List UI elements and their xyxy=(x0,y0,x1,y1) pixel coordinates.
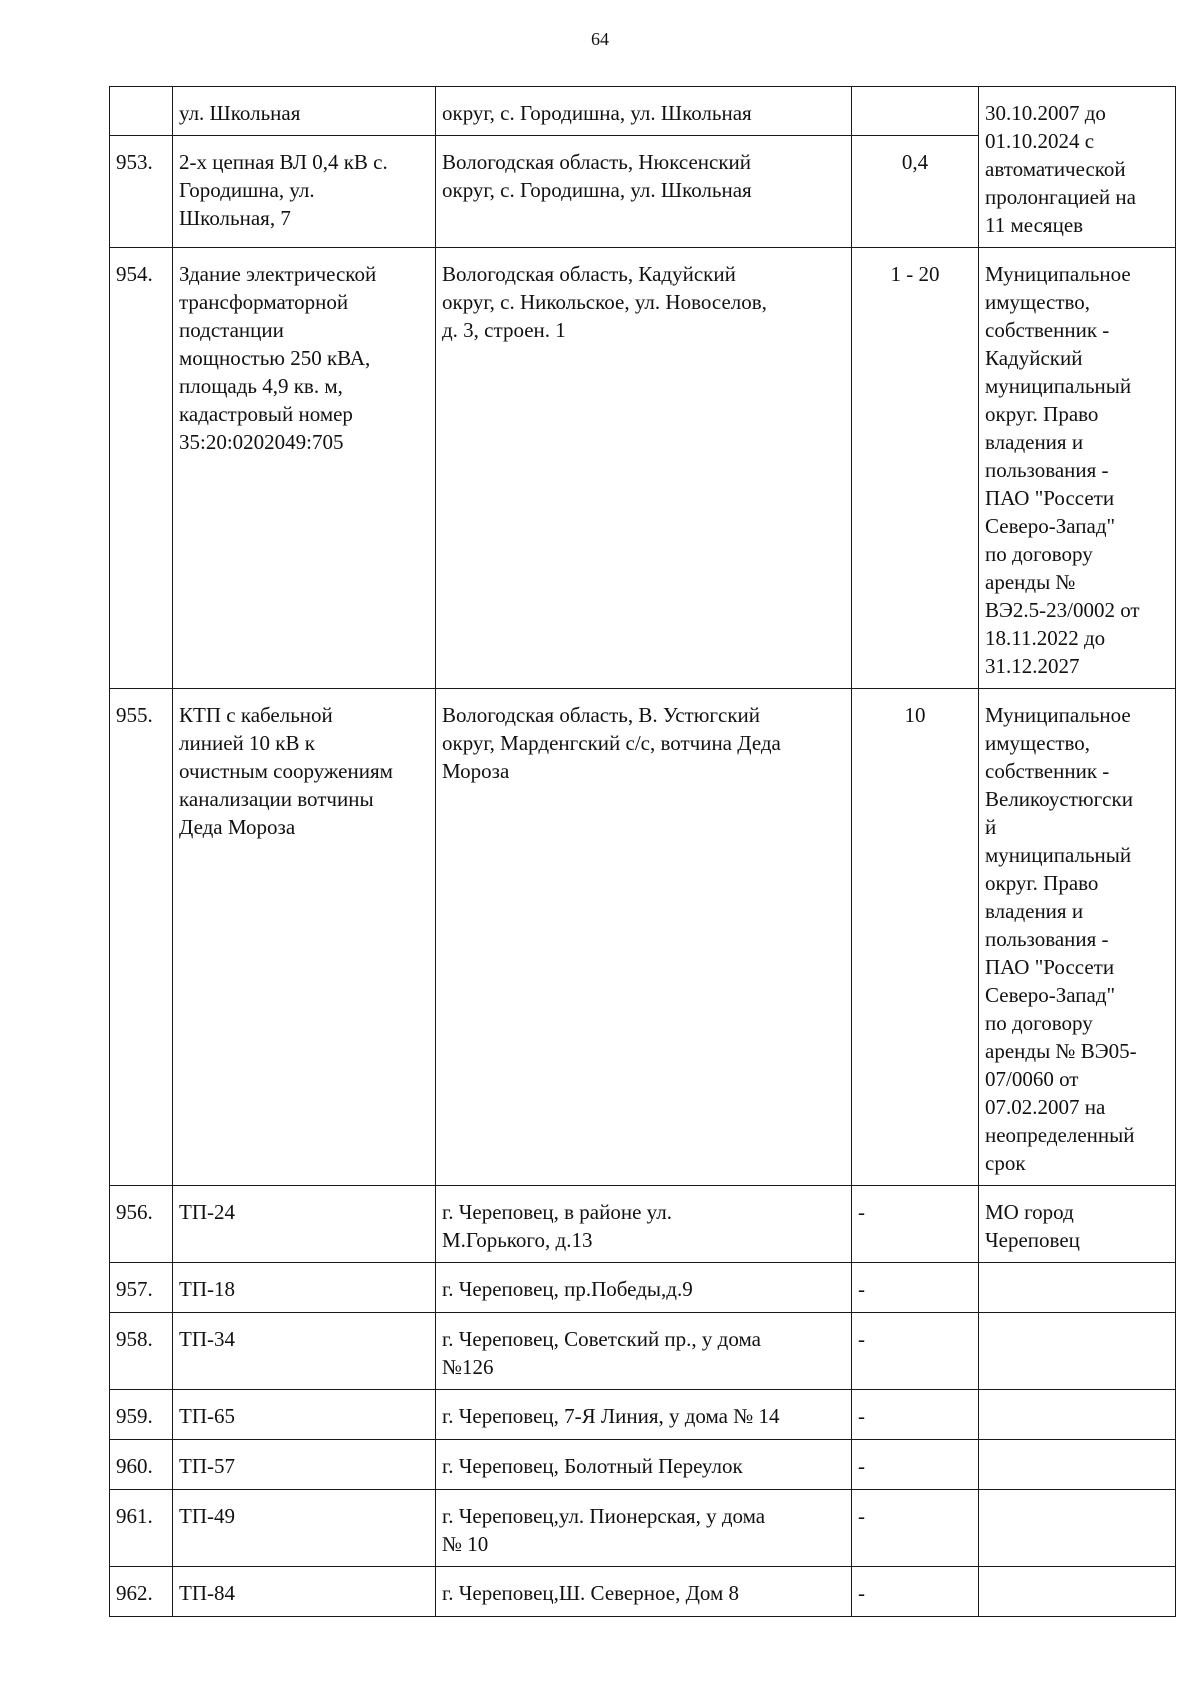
object-voltage: - xyxy=(852,1490,979,1567)
object-name: ТП-49 xyxy=(173,1490,436,1567)
object-voltage: 0,4 xyxy=(852,136,979,248)
table-row xyxy=(110,1186,1176,1263)
objects-table xyxy=(109,86,1176,1617)
object-address: г. Череповец,ул. Пионерская, у дома № 10 xyxy=(436,1490,852,1567)
object-ownership xyxy=(979,1567,1176,1617)
object-name: 2-х цепная ВЛ 0,4 кВ с. Городишна, ул. Школьная, 7 xyxy=(173,136,436,248)
object-name: ТП-84 xyxy=(173,1567,436,1617)
object-voltage: 10 xyxy=(852,689,979,1186)
object-address: г. Череповец, в районе ул. М.Горького, д.13 xyxy=(436,1186,852,1263)
table-row xyxy=(110,248,1176,689)
table-row xyxy=(110,1390,1176,1440)
object-name: Здание электрической трансформаторной подстанции мощностью 250 кВА, площадь 4,9 кв. м, кадастровый номер 35:20:0202049:705 xyxy=(173,248,436,689)
object-name: ТП-65 xyxy=(173,1390,436,1440)
row-number: 956. xyxy=(110,1186,173,1263)
table-row xyxy=(110,1490,1176,1567)
object-name: КТП с кабельной линией 10 кВ к очистным сооружениям канализации вотчины Деда Мороза xyxy=(173,689,436,1186)
object-voltage: - xyxy=(852,1567,979,1617)
object-voltage: - xyxy=(852,1313,979,1390)
object-address: г. Череповец, Советский пр., у дома №126 xyxy=(436,1313,852,1390)
row-number xyxy=(110,87,173,136)
object-ownership: МО город Череповец xyxy=(979,1186,1176,1263)
object-ownership: 30.10.2007 до 01.10.2024 с автоматической пролонгацией на 11 месяцев xyxy=(979,87,1176,248)
object-voltage: 1 - 20 xyxy=(852,248,979,689)
object-address: Вологодская область, В. Устюгский округ, Марденгский с/с, вотчина Деда Мороза xyxy=(436,689,852,1186)
object-address: округ, с. Городишна, ул. Школьная xyxy=(436,87,852,136)
row-number: 961. xyxy=(110,1490,173,1567)
row-number: 958. xyxy=(110,1313,173,1390)
object-name: ТП-34 xyxy=(173,1313,436,1390)
object-address: г. Череповец, 7-Я Линия, у дома № 14 xyxy=(436,1390,852,1440)
object-address: г. Череповец, пр.Победы,д.9 xyxy=(436,1263,852,1313)
object-ownership xyxy=(979,1263,1176,1313)
object-ownership xyxy=(979,1390,1176,1440)
object-ownership xyxy=(979,1440,1176,1490)
row-number: 959. xyxy=(110,1390,173,1440)
row-number: 957. xyxy=(110,1263,173,1313)
object-ownership: Муниципальное имущество, собственник - Кадуйский муниципальный округ. Право владения и пользования - ПАО "Россети Северо-Запад" по договору аренды № ВЭ2.5-23/0002 от 18.11.2022 до 31.12.2027 xyxy=(979,248,1176,689)
row-number: 955. xyxy=(110,689,173,1186)
object-ownership: Муниципальное имущество, собственник - Великоустюгски й муниципальный округ. Право владения и пользования - ПАО "Россети Северо-Запад" по договору аренды № ВЭ05- 07/0060 от 07.02.2007 на неопределенный срок xyxy=(979,689,1176,1186)
object-address: г. Череповец,Ш. Северное, Дом 8 xyxy=(436,1567,852,1617)
object-voltage xyxy=(852,87,979,136)
object-voltage: - xyxy=(852,1390,979,1440)
table-row xyxy=(110,1567,1176,1617)
object-name: ТП-57 xyxy=(173,1440,436,1490)
object-name: ТП-24 xyxy=(173,1186,436,1263)
table-row xyxy=(110,87,1176,136)
row-number: 953. xyxy=(110,136,173,248)
object-name: ул. Школьная xyxy=(173,87,436,136)
row-number: 954. xyxy=(110,248,173,689)
page-number: 64 xyxy=(591,29,609,49)
object-address: Вологодская область, Нюксенский округ, с. Городишна, ул. Школьная xyxy=(436,136,852,248)
row-number: 960. xyxy=(110,1440,173,1490)
table-row xyxy=(110,1313,1176,1390)
object-voltage: - xyxy=(852,1263,979,1313)
object-address: Вологодская область, Кадуйский округ, с. Никольское, ул. Новоселов, д. 3, строен. 1 xyxy=(436,248,852,689)
object-name: ТП-18 xyxy=(173,1263,436,1313)
row-number: 962. xyxy=(110,1567,173,1617)
table-row xyxy=(110,1440,1176,1490)
object-voltage: - xyxy=(852,1440,979,1490)
object-address: г. Череповец, Болотный Переулок xyxy=(436,1440,852,1490)
object-ownership xyxy=(979,1313,1176,1390)
table-row xyxy=(110,1263,1176,1313)
table-row xyxy=(110,689,1176,1186)
object-ownership xyxy=(979,1490,1176,1567)
object-voltage: - xyxy=(852,1186,979,1263)
